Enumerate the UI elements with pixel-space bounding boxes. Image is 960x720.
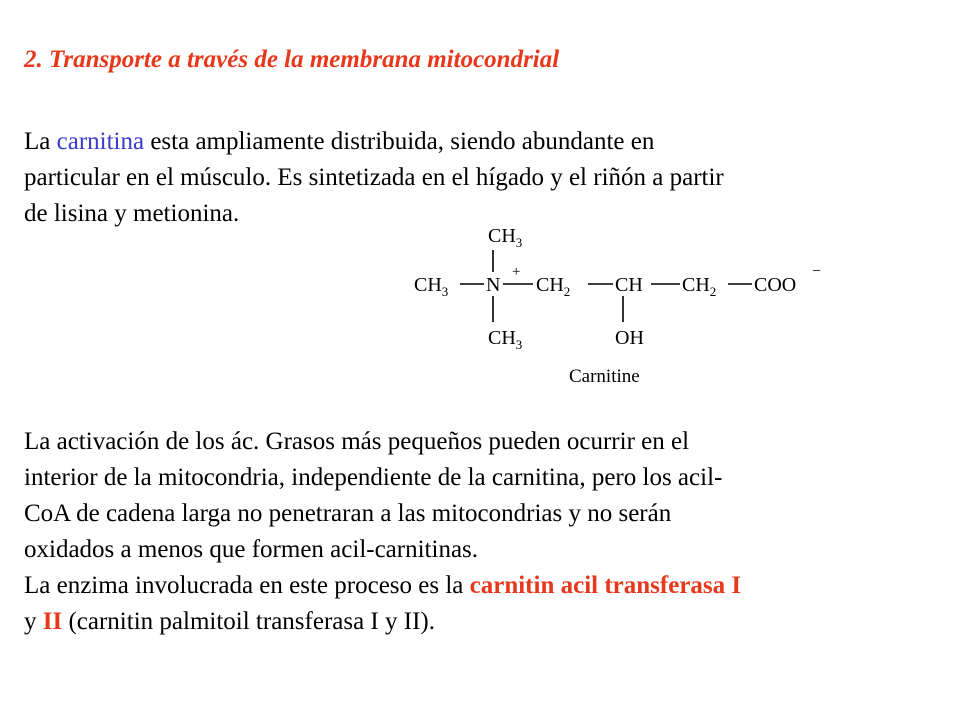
- bottom-methyl-label: $CH_3$: [488, 327, 523, 352]
- intro-line-1: [24, 124, 724, 160]
- activation-line-2: interior de la mitocondria, independiente de la carnitina, pero los acil-: [24, 464, 723, 491]
- carnitina-highlight: carnitina: [56, 128, 145, 155]
- activation-paragraph: [24, 424, 741, 640]
- intro-line-2: particular en el músculo. Es sintetizada en el hígado y el riñón a partir: [24, 164, 724, 191]
- left-methyl-label: $CH_3$: [414, 274, 449, 299]
- enzyme-line-2: [24, 604, 741, 640]
- ch-label: CH: [615, 274, 643, 296]
- enzyme-line-2-rest: (carnitin palmitoil transferasa I y II).: [62, 608, 435, 635]
- hydroxyl-label: OH: [615, 327, 644, 349]
- intro-line-1-rest: esta ampliamente distribuida, siendo abundante en: [144, 128, 655, 155]
- positive-charge: +: [512, 264, 521, 280]
- structure-caption: Carnitine: [569, 366, 640, 387]
- intro-line-3: de lisina y metionina.: [24, 200, 240, 227]
- ch2-a-label: $CH_2$: [536, 274, 571, 299]
- enzyme-line-1-text: La enzima involucrada en este proceso es la: [24, 572, 470, 599]
- activation-line-1: La activación de los ác. Grasos más pequeños pueden ocurrir en el: [24, 428, 690, 455]
- enzyme-line-1: [24, 568, 741, 604]
- enzyme-ii-highlight: II: [42, 608, 63, 635]
- negative-charge: −: [812, 263, 822, 280]
- activation-line-4: oxidados a menos que formen acil-carnitinas.: [24, 536, 479, 563]
- top-methyl-label: $CH_3$: [488, 225, 523, 250]
- activation-line-3: CoA de cadena larga no penetraran a las mitocondrias y no serán: [24, 500, 672, 527]
- enzyme-line-2-pre: y: [24, 608, 43, 635]
- carnitine-structure: [404, 214, 844, 394]
- carboxylate-label: COO: [754, 274, 797, 296]
- nitrogen-label: N: [486, 274, 501, 296]
- slide-title: 2. Transporte a través de la membrana mitocondrial: [24, 46, 560, 73]
- intro-pre-text: La: [24, 128, 57, 155]
- ch2-b-label: $CH_2$: [682, 274, 717, 299]
- enzyme-name-highlight: carnitin acil transferasa I: [469, 572, 742, 599]
